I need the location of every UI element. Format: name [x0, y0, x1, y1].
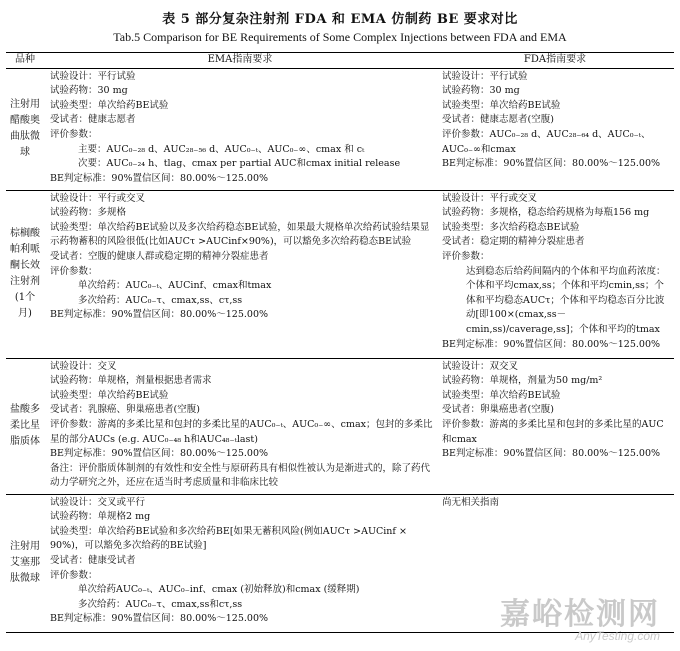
ema-requirements: 试验设计：交叉 试验药物：单规格，剂量根据患者需求 试验类型：单次给药BE试验 受试者：乳腺癌、卵巢癌患者(空腹) 评价参数：游离的多柔比星和包封的多柔比星的AUC₀₋ₜ、AUC₀₋∞、cmax；包封的多柔比星的部分AUCs (e.g. AUC₀₋₄₈ h和AUC₄₈₋ₜlast) BE判定标准：90%置信区间：80.00%～125.00% 备注：评价脂质体制剂的有效性和安全性与原研药具有相似性被认为是渐进式的，除了药代动力学研究之外，还应在适当时考虑质量和非临床比较: [44, 358, 436, 494]
comparison-table: [6, 52, 674, 633]
fda-requirements: 尚无相关指南: [436, 494, 674, 632]
ema-requirements: 试验设计：平行试验 试验药物：30 mg 试验类型：单次给药BE试验 受试者：健康志愿者 评价参数： 主要：AUC₀₋₂₈ d、AUC₂₈₋₅₆ d、AUC₀₋ₜ、AUC₀₋∞、cmax 和 cₜ 次要：AUC₀₋₂₄ h、tlag、cmax per partial AUC和cmax initial release BE判定标准：90%置信区间：80.00%～125.00%: [44, 68, 436, 190]
table-caption-english: Tab.5 Comparison for BE Requirements of Some Complex Injections between FDA and EMA: [113, 30, 567, 44]
header-ema: EMA指南要求: [44, 53, 436, 69]
fda-requirements: 试验设计：平行或交叉 试验药物：多规格，稳态给药规格为每瓶156 mg 试验类型：多次给药稳态BE试验 受试者：稳定期的精神分裂症患者 评价参数： 达到稳态后给药间隔内的个体和平均血药浓度：个体和平均cmax,ss；个体和平均cmin,ss；个体和平均稳态AUCτ；个体和平均稳态百分比波动[即100×(cmax,ss－cmin,ss)/caverage,ss]；个体和平均的tmax BE判定标准：90%置信区间：80.00%～125.00%: [436, 190, 674, 358]
watermark: [500, 589, 660, 643]
table-caption-chinese: 表 5 部分复杂注射剂 FDA 和 EMA 仿制药 BE 要求对比: [162, 12, 518, 27]
header-fda: FDA指南要求: [436, 53, 674, 69]
header-product: 品种: [6, 53, 44, 69]
watermark-chinese: 嘉峪检测网: [500, 597, 660, 632]
fda-requirements: 试验设计：双交叉 试验药物：单规格，剂量为50 mg/m² 试验类型：单次给药BE试验 受试者：卵巢癌患者(空腹) 评价参数：游离的多柔比星和包封的多柔比星的AUC和cmax BE判定标准：90%置信区间：80.00%～125.00%: [436, 358, 674, 494]
ema-requirements: 试验设计：交叉或平行 试验药物：单规格2 mg 试验类型：单次给药BE试验和多次给药BE[如果无蓄积风险(例如AUCτ >AUCinf × 90%)，可以豁免多次给药的BE试验] 受试者：健康受试者 评价参数： 单次给药AUC₀₋ₜ、AUC₀₋inf、cmax (初始释放)和cmax (缓释期) 多次给药：AUC₀₋τ、cmax,ss和cτ,ss BE判定标准：90%置信区间：80.00%～125.00%: [44, 494, 436, 632]
watermark-english: AnyTesting.com: [575, 629, 660, 643]
product-name: 注射用醋酸奥曲肽微球: [6, 68, 44, 190]
ema-requirements: 试验设计：平行或交叉 试验药物：多规格 试验类型：单次给药BE试验以及多次给药稳态BE试验，如果最大规格单次给药试验结果显示药物蓄积的风险很低(比如AUCτ >AUCinf×90%)，可以豁免多次给药稳态BE试验 受试者：空腹的健康人群或稳定期的精神分裂症患者 评价参数： 单次给药：AUC₀₋ₜ、AUCinf、cmax和tmax 多次给药：AUC₀₋τ、cmax,ss、cτ,ss BE判定标准：90%置信区间：80.00%～125.00%: [44, 190, 436, 358]
product-name: 棕榈酸帕利哌酮长效注射剂(1个月): [6, 190, 44, 358]
table-row: [6, 190, 674, 358]
product-name: 盐酸多柔比星脂质体: [6, 358, 44, 494]
fda-requirements: 试验设计：平行试验 试验药物：30 mg 试验类型：单次给药BE试验 受试者：健康志愿者(空腹) 评价参数：AUC₀₋₂₈ d、AUC₂₈₋₆₄ d、AUC₀₋ₜ、AUC₀₋∞和cmax BE判定标准：90%置信区间：80.00%～125.00%: [436, 68, 674, 190]
table-header-row: [6, 53, 674, 69]
product-name: 注射用艾塞那肽微球: [6, 494, 44, 632]
table-row: [6, 358, 674, 494]
table-row: [6, 68, 674, 190]
